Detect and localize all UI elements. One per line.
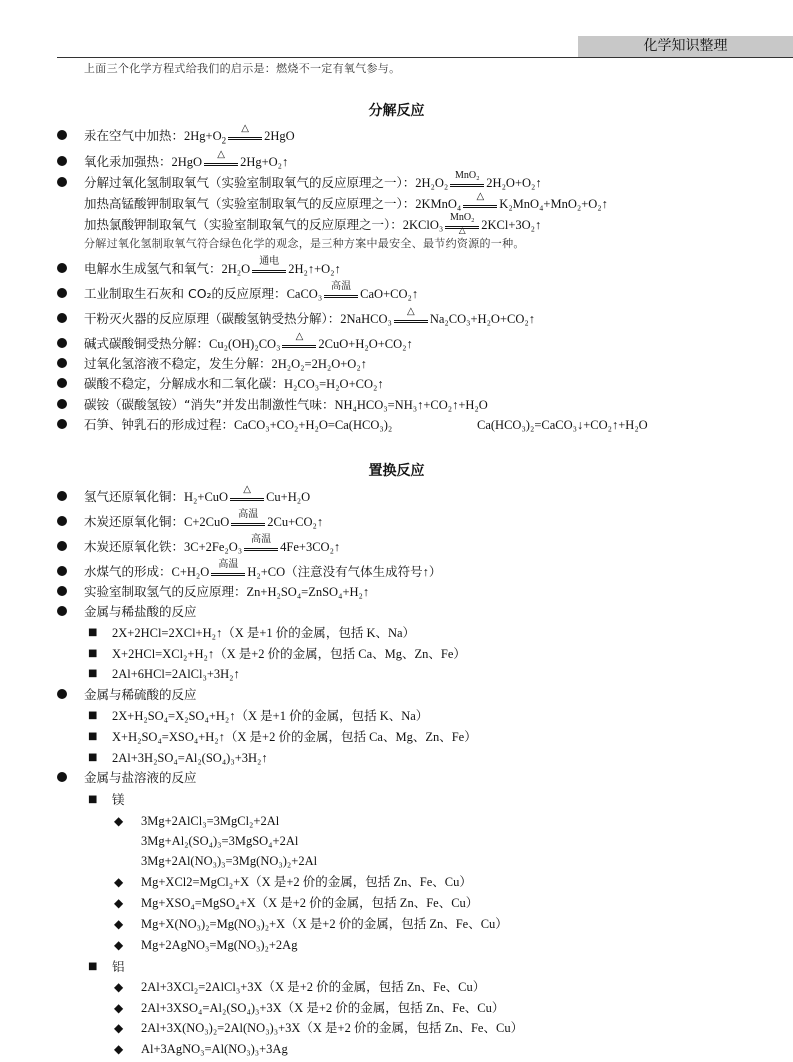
bullet-dot-icon [57, 586, 67, 596]
item-label: 干粉灭火器的反应原理（碳酸氢钠受热分解）： [84, 311, 341, 326]
square-bullet-icon: ■ [88, 710, 98, 721]
diamond-bullet-icon: ◆ [114, 1021, 124, 1035]
item-label: 氢气还原氧化铜： [84, 489, 185, 504]
item-label: 过氧化氢溶液不稳定，发生分解： [84, 356, 272, 371]
list-item [0, 415, 793, 435]
bullet-dot-icon [57, 516, 67, 526]
bullet-dot-icon [57, 399, 67, 409]
equation-rhs: Na₂CO₃+H₂O+CO₂↑ [429, 312, 535, 326]
reaction-condition: 高温 [238, 509, 259, 520]
square-bullet-icon: ■ [88, 794, 98, 805]
bullet-dot-icon [57, 541, 67, 551]
diamond-bullet-icon: ◆ [114, 938, 124, 952]
reaction-condition: 高温 [218, 559, 239, 570]
group-label: 金属与盐溶液的反应 [84, 770, 197, 785]
equation-lhs: 2Hg+O [184, 129, 222, 143]
item-label: 实验室制取氢气的反应原理： [84, 584, 247, 599]
equation-lhs: Cu₂(OH)₂CO₃ [209, 337, 281, 351]
item-label: 碳铵（碳酸氢铵）“消失”并发出制激性气味： [84, 397, 335, 412]
equation: 3Mg+2AlCl₃=3MgCl₂+2Al [141, 814, 280, 828]
bullet-dot-icon [57, 606, 67, 616]
square-bullet-icon: ■ [88, 731, 98, 742]
equation: H₂CO₃=H₂O+CO₂↑ [284, 377, 384, 391]
item-label: 碳酸不稳定，分解成水和二氧化碳： [84, 376, 285, 391]
item-label: 木炭还原氧化铜： [84, 514, 185, 529]
reaction-condition: 通电 [259, 256, 280, 267]
reaction-condition: △ [217, 149, 225, 160]
item-label: 汞在空气中加热： [84, 128, 185, 143]
diamond-bullet-icon: ◆ [114, 1042, 124, 1056]
diamond-bullet-icon: ◆ [114, 875, 124, 889]
bullet-dot-icon [57, 313, 67, 323]
equation: Mg+XCl2=MgCl₂+X（X 是+2 价的金属，包括 Zn、Fe、Cu） [141, 875, 472, 889]
equation-lhs: C+H₂O [171, 565, 210, 579]
reaction-condition: 高温 [251, 534, 272, 545]
item-label: 电解水生成氢气和氧气： [84, 261, 222, 276]
equation-rhs: 2Cu+CO₂↑ [267, 515, 324, 529]
page-header-title: 化学知识整理 [643, 38, 728, 54]
bullet-dot-icon [57, 177, 67, 187]
equation-lhs: CaCO₃ [286, 287, 323, 301]
equation: Mg+X(NO₃)₂=Mg(NO₃)₂+X（X 是+2 价的金属，包括 Zn、Fe、Cu） [141, 917, 508, 931]
equation: X+2HCl=XCl₂+H₂↑（X 是+2 价的金属，包括 Ca、Mg、Zn、Fe） [112, 647, 466, 661]
diamond-bullet-icon: ◆ [114, 917, 124, 931]
equation: Al+3AgNO₃=Al(NO₃)₃+3Ag [141, 1042, 288, 1056]
bullet-dot-icon [57, 338, 67, 348]
equation-rhs: K₂MnO₄+MnO₂+O₂↑ [499, 197, 608, 211]
bullet-dot-icon [57, 378, 67, 388]
equation: NH₄HCO₃=NH₃↑+CO₂↑+H₂O [334, 398, 488, 412]
subgroup-label-magnesium: 镁 [112, 792, 125, 807]
square-bullet-icon: ■ [88, 627, 98, 638]
item-label: 加热高锰酸钾制取氧气（实验室制取氧气的反应原理之一）： [84, 196, 416, 211]
equation-rhs: H₂+CO（注意没有气体生成符号↑） [247, 565, 442, 579]
equation-rhs: 2H₂↑+O₂↑ [288, 262, 341, 276]
item-label: 氧化汞加强热： [84, 154, 172, 169]
bullet-dot-icon [57, 419, 67, 429]
square-bullet-icon: ■ [88, 752, 98, 763]
item-label: 水煤气的形成： [84, 564, 172, 579]
reaction-condition: △ [243, 484, 251, 495]
equation: Mg+2AgNO₃=Mg(NO₃)₂+2Ag [141, 938, 298, 952]
equation: 2Al+6HCl=2AlCl₃+3H₂↑ [112, 667, 240, 681]
equation: 2X+H₂SO₄=X₂SO₄+H₂↑（X 是+1 价的金属，包括 K、Na） [112, 709, 429, 723]
reaction-condition: 高温 [331, 281, 352, 292]
item-label: 分解过氧化氢制取氧气（实验室制取氧气的反应原理之一）： [84, 175, 416, 190]
equation: 2Al+3XCl₂=2AlCl₃+3X（X 是+2 价的金属，包括 Zn、Fe、Cu） [141, 980, 486, 994]
square-bullet-icon: ■ [88, 961, 98, 972]
item-label: 木炭还原氧化铁： [84, 539, 185, 554]
equation-lhs: 2NaHCO₃ [340, 312, 392, 326]
bullet-dot-icon [57, 358, 67, 368]
bullet-dot-icon [57, 156, 67, 166]
equation: 2H₂O₂=2H₂O+O₂↑ [271, 357, 367, 371]
diamond-bullet-icon: ◆ [114, 814, 124, 828]
equation-rhs: 2H₂O+O₂↑ [486, 176, 542, 190]
item-label: 工业制取生石灰和 CO₂的反应原理： [84, 286, 287, 301]
diamond-bullet-icon: ◆ [114, 1001, 124, 1015]
equation-rhs: 2CuO+H₂O+CO₂↑ [318, 337, 413, 351]
equation: 3Mg+Al₂(SO₄)₃=3MgSO₄+2Al [141, 834, 299, 848]
square-bullet-icon: ■ [88, 648, 98, 659]
reaction-condition: △ [476, 191, 485, 202]
item-label: 碱式碳酸铜受热分解： [84, 336, 210, 351]
header-rule [57, 57, 793, 58]
reaction-condition: △ [295, 331, 304, 342]
equation: Zn+H₂SO₄=ZnSO₄+H₂↑ [246, 585, 370, 599]
bullet-dot-icon [57, 491, 67, 501]
equation-rhs: 2HgO [264, 129, 295, 143]
bullet-dot-icon [57, 263, 67, 273]
equation: 3Mg+2Al(NO₃)₃=3Mg(NO₃)₂+2Al [141, 854, 318, 868]
bullet-dot-icon [57, 288, 67, 298]
equation-lhs: 2HgO [171, 155, 203, 169]
equation-rhs: Cu+H₂O [266, 490, 311, 504]
equation-rhs: 2KCl+3O₂↑ [481, 218, 542, 232]
reaction-condition: △ [406, 306, 415, 317]
group-label: 金属与稀硫酸的反应 [84, 687, 197, 702]
square-bullet-icon: ■ [88, 668, 98, 679]
bullet-dot-icon [57, 130, 67, 140]
green-chemistry-note: 分解过氧化氢制取氧气符合绿色化学的观念，是三种方案中最安全、最节约资源的一种。 [84, 237, 525, 250]
equation-lhs: H₂+CuO [184, 490, 229, 504]
bullet-dot-icon [57, 566, 67, 576]
equation: 2Al+3X(NO₃)₂=2Al(NO₃)₃+3X（X 是+2 价的金属，包括 Zn、Fe、Cu） [141, 1021, 524, 1035]
subgroup-label-aluminum: 铝 [112, 959, 125, 974]
reaction-condition: MnO₂ [454, 170, 480, 181]
equation-lhs: 3C+2Fe₂O₃ [184, 540, 243, 554]
equation-rhs: 2Hg+O₂↑ [240, 155, 289, 169]
diamond-bullet-icon: ◆ [114, 896, 124, 910]
section-title-decomposition: 分解反应 [368, 103, 425, 119]
equation-lhs: 2H₂O [221, 262, 251, 276]
reaction-condition-below: △ [458, 225, 466, 235]
equation-lhs: 2H₂O₂ [415, 176, 449, 190]
reaction-condition: MnO₂ [449, 212, 475, 223]
section-title-displacement: 置换反应 [368, 463, 425, 479]
equation: Mg+XSO₄=MgSO₄+X（X 是+2 价的金属，包括 Zn、Fe、Cu） [141, 896, 479, 910]
equation: CaCO₃+CO₂+H₂O=Ca(HCO₃)₂ [234, 418, 393, 432]
equation: X+H₂SO₄=XSO₄+H₂↑（X 是+2 价的金属，包括 Ca、Mg、Zn、Fe） [112, 730, 477, 744]
equation-second: Ca(HCO₃)₂=CaCO₃↓+CO₂↑+H₂O [477, 418, 648, 432]
bullet-dot-icon [57, 772, 67, 782]
equation-rhs: CaO+CO₂↑ [360, 287, 419, 301]
equation-lhs: 2KMnO₄ [415, 197, 462, 211]
reaction-condition: △ [241, 123, 249, 134]
equation-lhs: C+2CuO [184, 515, 230, 529]
equation-lhs: 2KClO₃ [402, 218, 444, 232]
item-label: 加热氯酸钾制取氧气（实验室制取氧气的反应原理之一）： [84, 217, 403, 232]
intro-note: 上面三个化学方程式给我们的启示是：燃烧不一定有氧气参与。 [84, 62, 401, 75]
diamond-bullet-icon: ◆ [114, 980, 124, 994]
item-label: 石笋、钟乳石的形成过程： [84, 417, 235, 432]
equation: 2Al+3XSO₄=Al₂(SO₄)₃+3X（X 是+2 价的金属，包括 Zn、Fe、Cu） [141, 1001, 505, 1015]
equation-rhs: 4Fe+3CO₂↑ [280, 540, 341, 554]
bullet-dot-icon [57, 689, 67, 699]
group-label: 金属与稀盐酸的反应 [84, 604, 197, 619]
equation: 2X+2HCl=2XCl+H₂↑（X 是+1 价的金属，包括 K、Na） [112, 626, 416, 640]
equation-subscript: 2 [221, 135, 227, 146]
equation: 2Al+3H₂SO₄=Al₂(SO₄)₃+3H₂↑ [112, 751, 268, 765]
